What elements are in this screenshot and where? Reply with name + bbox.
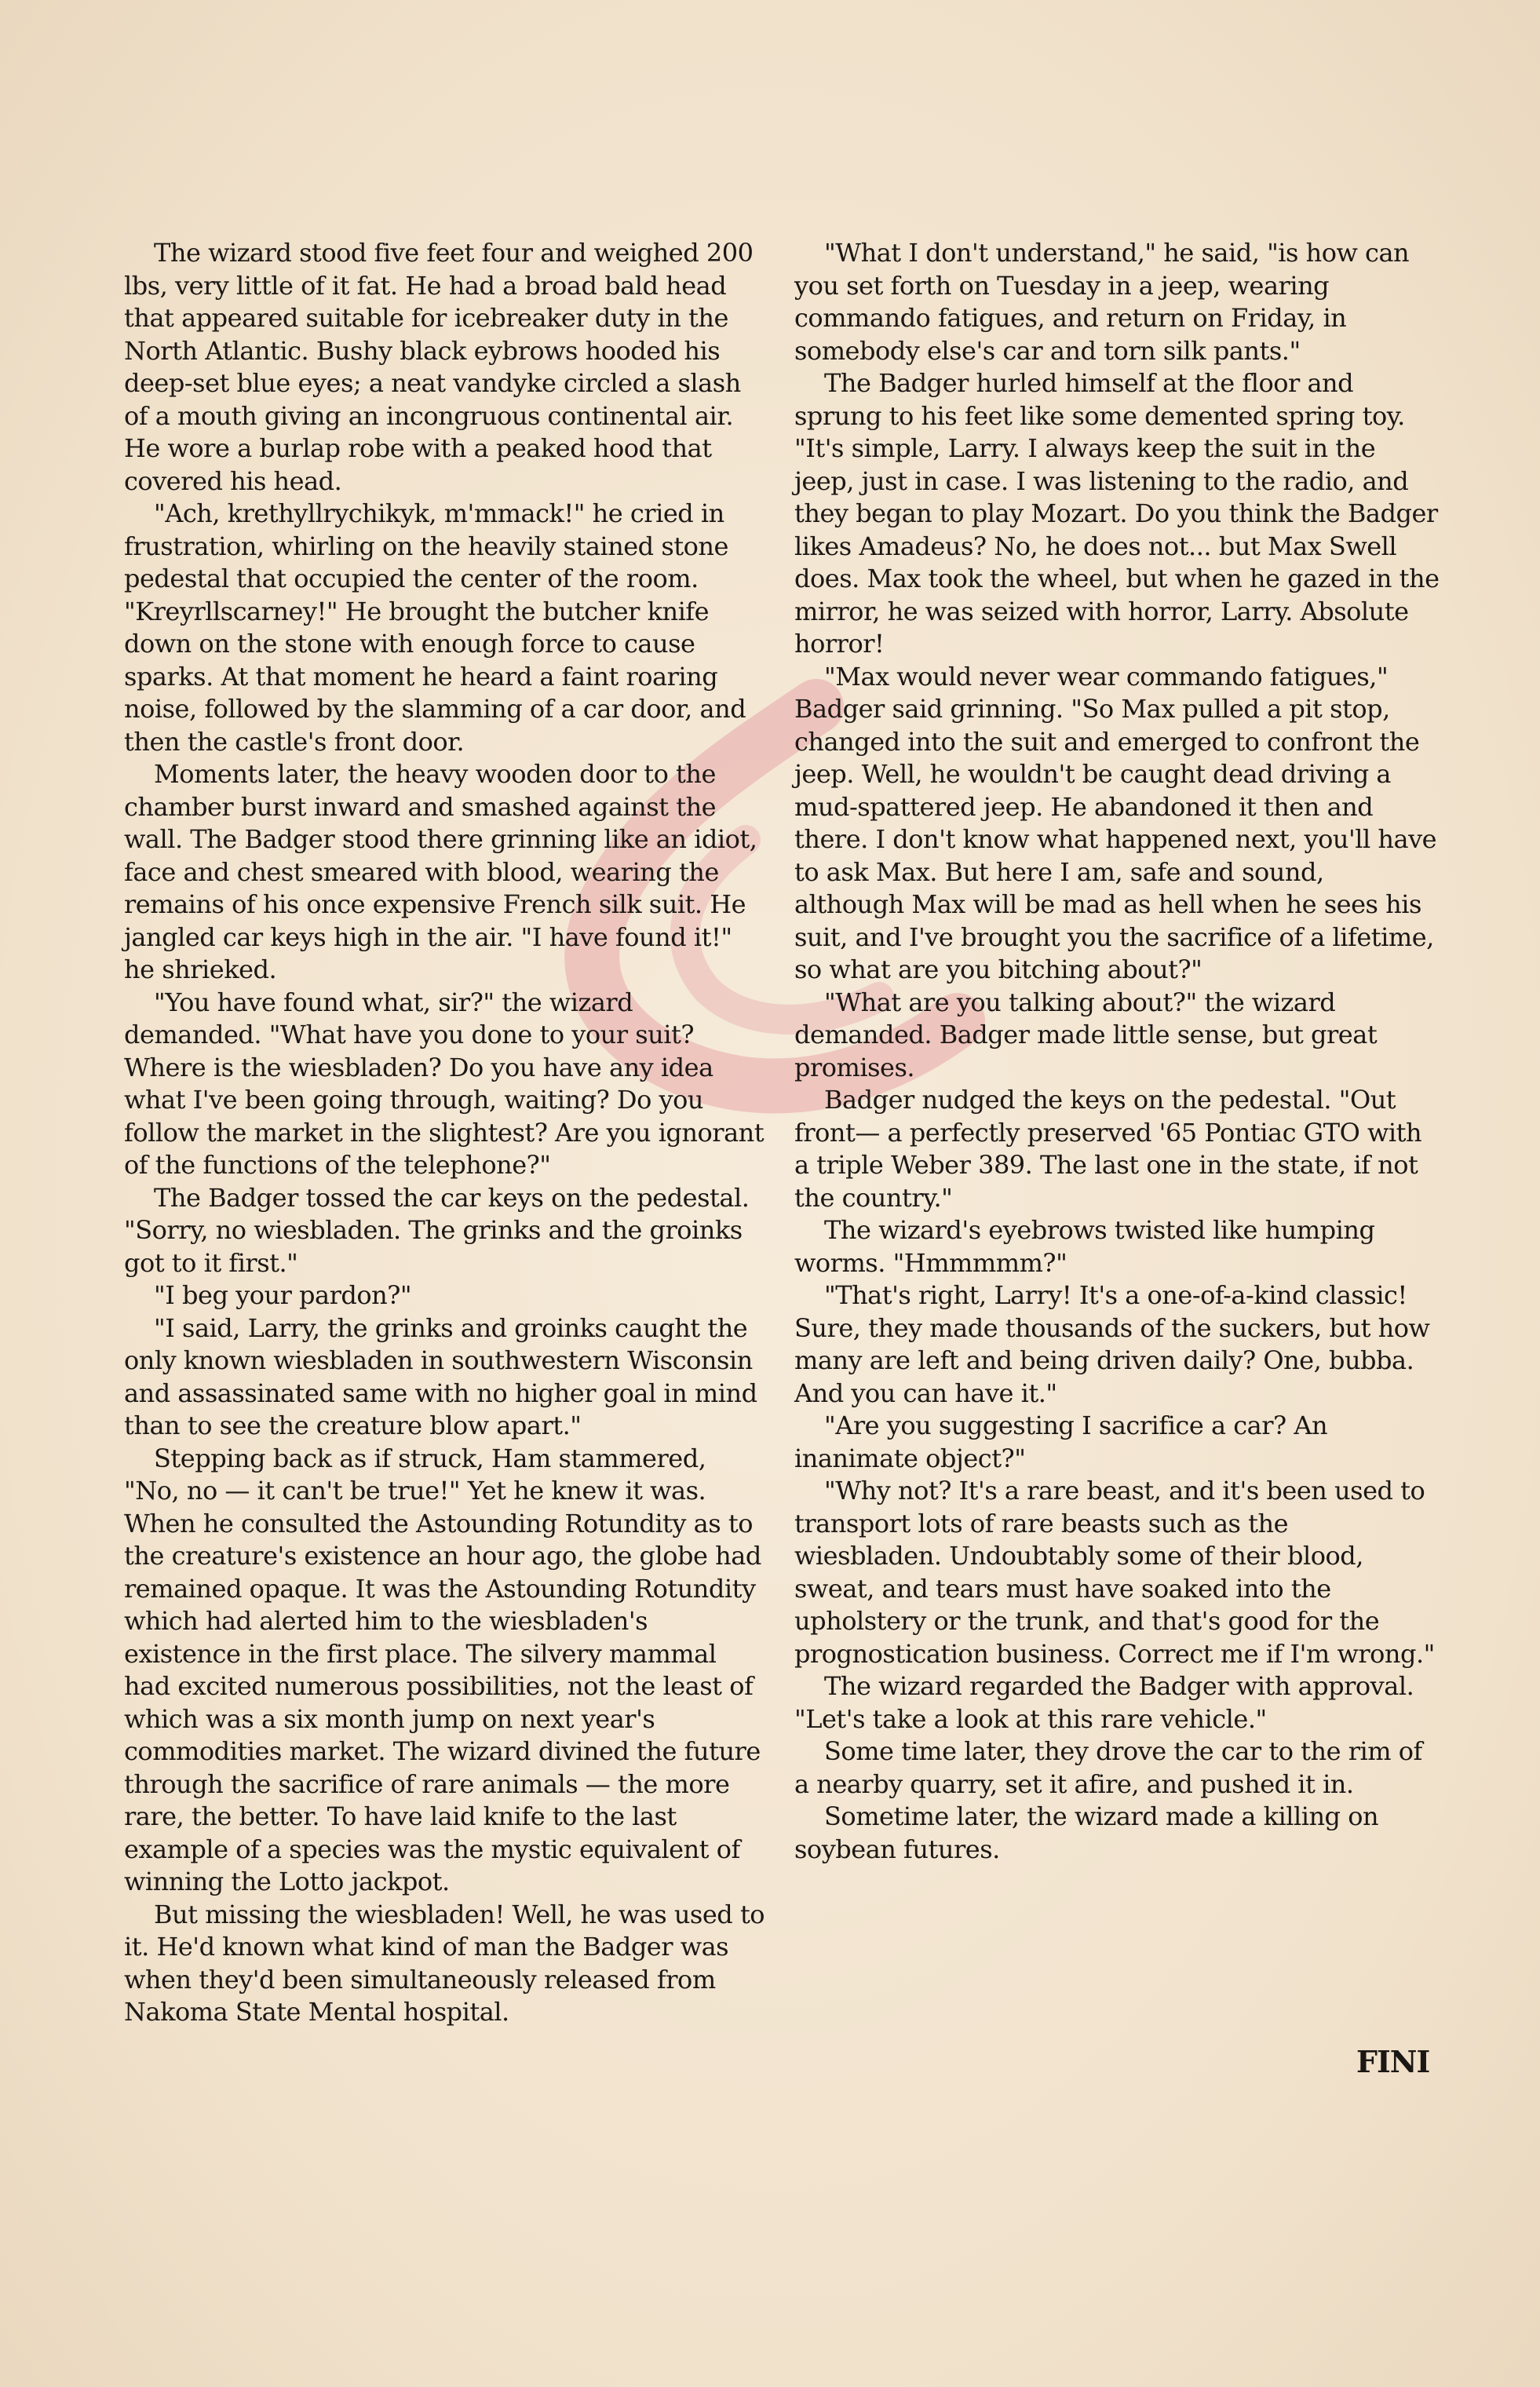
paragraph: The wizard regarded the Badger with approval. "Let's take a look at this rare vehicle." (794, 1671, 1414, 1734)
paragraph: Some time later, they drove the car to the rim of a nearby quarry, set it afire, and pushed it in. (794, 1736, 1422, 1799)
paragraph: Moments later, the heavy wooden door to the chamber burst inward and smashed against the wall. The Badger stood there grinning like an idiot, face and chest smeared with blood, wearing the remains of his once expensive French silk suit. He jangled car keys high in the air. "I have found it!" he shrieked. (124, 759, 757, 984)
paragraph: "Why not? It's a rare beast, and it's been used to transport lots of rare beasts such as the wiesbladen. Undoubtably some of their blood, sweat, and tears must have soaked into the upholstery or the trunk, and that's good for the prognostication business. Correct me if I'm wrong." (794, 1476, 1435, 1669)
paragraph: Stepping back as if struck, Ham stammered, "No, no — it can't be true!" Yet he knew it was. When he consulted the Astounding Rotundity as to the creature's existence an hour ago, the globe had remained opaque. It was the Astounding Rotundity which had alerted him to the wiesbladen's existence in the first place. The silvery mammal had excited numerous possibilities, not the least of which was a six month jump on next year's commodities market. The wizard divined the future through the sacrifice of rare animals — the more rare, the better. To have laid knife to the last example of a species was the mystic equivalent of winning the Lotto jackpot. (124, 1443, 761, 1896)
paragraph: Sometime later, the wizard made a killing on soybean futures. (794, 1801, 1379, 1864)
left-column (124, 237, 768, 2029)
paragraph: The Badger tossed the car keys on the pedestal. "Sorry, no wiesbladen. The grinks and the groinks got to it first." (124, 1182, 750, 1278)
paragraph: "What are you talking about?" the wizard demanded. Badger made little sense, but great promises. (794, 987, 1378, 1082)
paragraph: "What I don't understand," he said, "is how can you set forth on Tuesday in a jeep, wearing commando fatigues, and return on Friday, in somebody else's car and torn silk pants." (794, 238, 1410, 366)
paragraph: "Max would never wear commando fatigues," Badger said grinning. "So Max pulled a pit stop, changed into the suit and emerged to confront the jeep. Well, he wouldn't be caught dead driving a mud-spattered jeep. He abandoned it then and there. I don't know what happened next, you'll have to ask Max. But here I am, safe and sound, although Max will be mad as hell when he sees his suit, and I've brought you the sacrifice of a lifetime, so what are you bitching about?" (794, 661, 1437, 984)
end-mark: FINI (1356, 2044, 1430, 2079)
paragraph: "You have found what, sir?" the wizard demanded. "What have you done to your suit? Where is the wiesbladen? Do you have any idea what I've been going through, waiting? Do you follow the market in the slightest? Are you ignorant of the functions of the telephone?" (124, 987, 765, 1180)
paragraph: But missing the wiesbladen! Well, he was used to it. He'd known what kind of man the Badger was when they'd been simultaneously released from Nakoma State Mental hospital. (124, 1899, 765, 2027)
paragraph: "I said, Larry, the grinks and groinks caught the only known wiesbladen in southwestern Wisconsin and assassinated same with no higher goal in mind than to see the creature blow apart." (124, 1312, 757, 1440)
paragraph: Badger nudged the keys on the pedestal. "Out front— a perfectly preserved '65 Pontiac GTO with a triple Weber 389. The last one in the state, if not the country." (794, 1085, 1422, 1213)
paragraph: "Ach, krethyllrychikyk, m'mmack!" he cried in frustration, whirling on the heavily stained stone pedestal that occupied the center of the room. "Kreyrllscarney!" He brought the butcher knife down on the stone with enough force to cause sparks. At that moment he heard a faint roaring noise, followed by the slamming of a car door, and then the castle's front door. (124, 498, 746, 757)
right-column (794, 237, 1440, 1866)
paragraph: "I beg your pardon?" (154, 1280, 412, 1310)
paragraph: "Are you suggesting I sacrifice a car? An inanimate object?" (794, 1411, 1328, 1473)
paragraph: The Badger hurled himself at the floor and sprung to his feet like some demented spring toy. "It's simple, Larry. I always keep the suit in the jeep, just in case. I was listening to the radio, and they began to play Mozart. Do you think the Badger likes Amadeus? No, he does not... but Max Swell does. Max took the wheel, but when he gazed in the mirror, he was seized with horror, Larry. Absolute horror! (794, 368, 1440, 659)
paragraph: "That's right, Larry! It's a one-of-a-kind classic! Sure, they made thousands of the suckers, but how many are left and being driven daily? One, bubba. And you can have it." (794, 1280, 1430, 1408)
paragraph: The wizard's eyebrows twisted like humping worms. "Hmmmmm?" (794, 1215, 1375, 1278)
paragraph: The wizard stood five feet four and weighed 200 lbs, very little of it fat. He had a broad bald head that appeared suitable for icebreaker duty in the North Atlantic. Bushy black eybrows hooded his deep-set blue eyes; a neat vandyke circled a slash of a mouth giving an incongruous continental air. He wore a burlap robe with a peaked hood that covered his head. (124, 238, 754, 496)
